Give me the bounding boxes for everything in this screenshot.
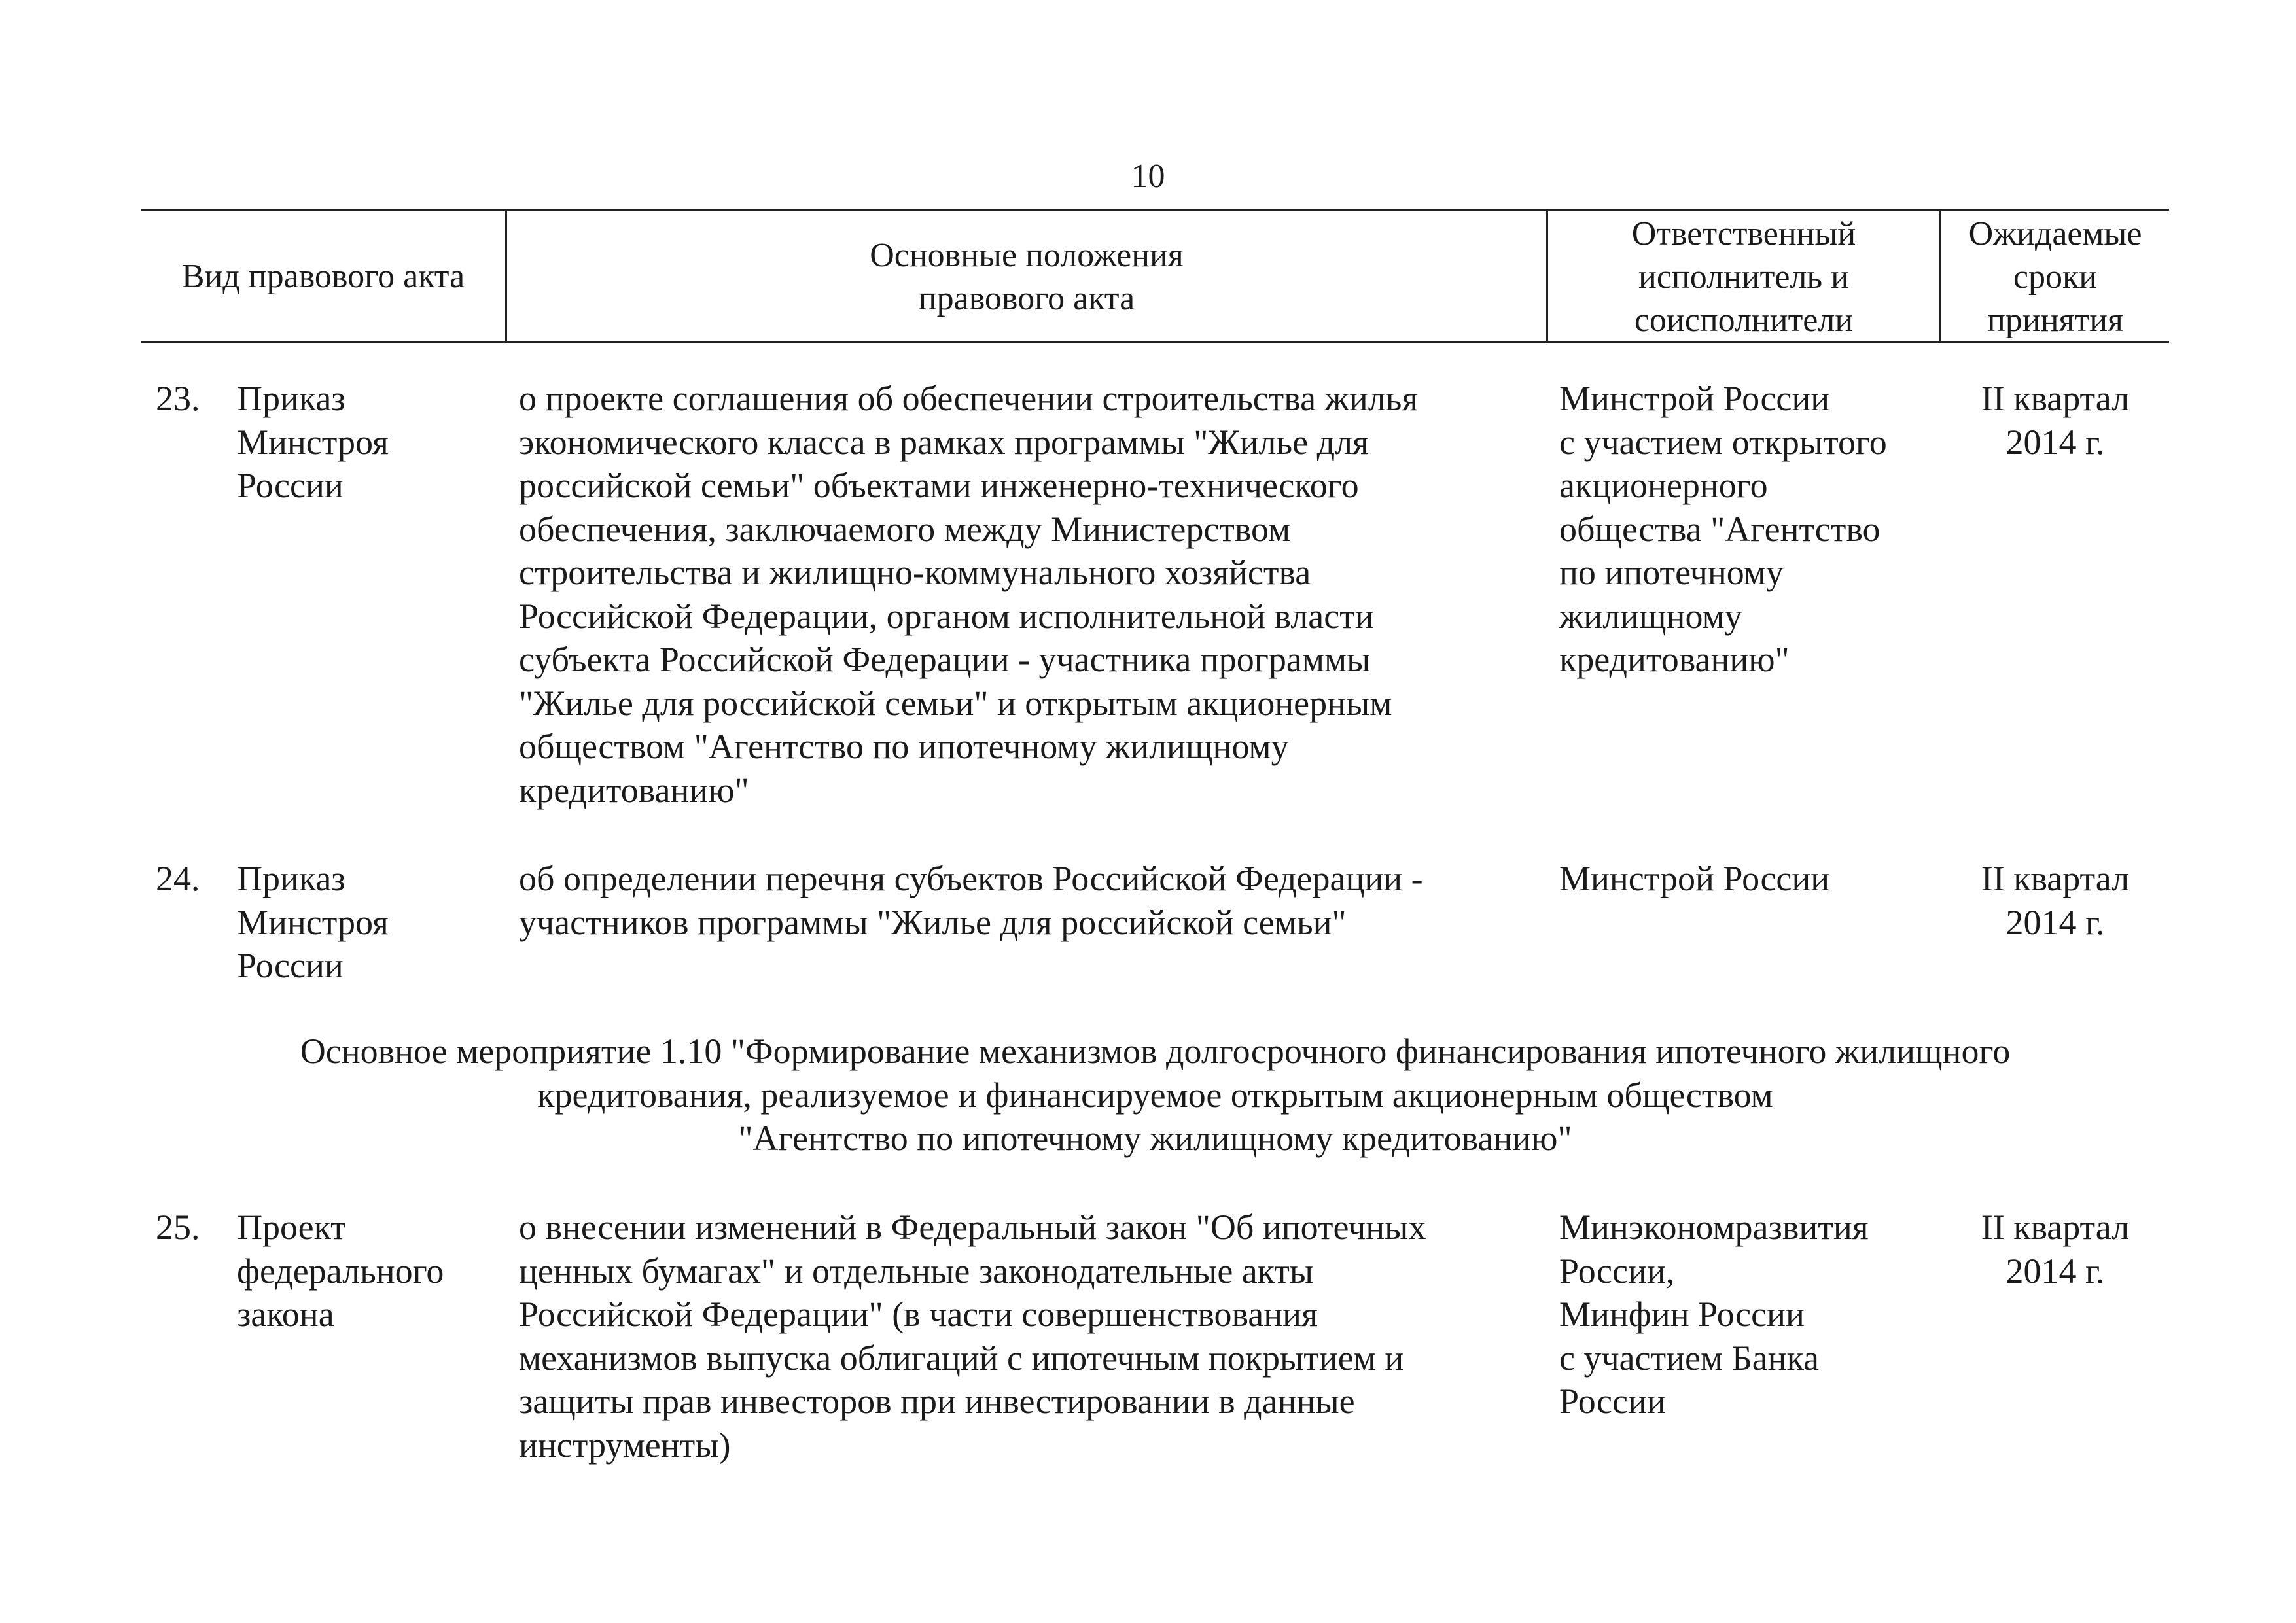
- row-25-provisions: о внесении изменений в Федеральный закон "Об ипотечных ценных бумагах" и отдельные законодательные акты Российской Федерации" (в части совершенствования механизмов выпуска облигаций с ипотечным покрытием и защиты прав инвесторов при инвестировании в данные инструменты): [519, 1208, 1426, 1465]
- row-24-deadline: II квартал 2014 г.: [1981, 859, 2130, 942]
- header-top-rule: [141, 209, 2169, 211]
- row-24-provisions: об определении перечня субъектов Российской Федерации - участников программы "Жилье для российской семьи": [519, 859, 1423, 942]
- section-heading: Основное мероприятие 1.10 "Формирование механизмов долгосрочного финансирования ипотечного жилищного кредитования, реализуемое и финансируемое открытым акционерным обществом "Агентство по ипотечному жилищному кредитованию": [300, 1032, 2011, 1158]
- row-25-deadline: II квартал 2014 г.: [1981, 1208, 2130, 1291]
- row-24-responsible: Минстрой России: [1559, 859, 1830, 898]
- header-main-provisions: Основные положения правового акта: [870, 237, 1184, 317]
- row-24-type: Приказ Минстроя России: [237, 859, 389, 985]
- row-23-number: 23.: [156, 379, 200, 418]
- header-deadline: Ожидаемые сроки принятия: [1968, 215, 2142, 339]
- header-responsible: Ответственный исполнитель и соисполнители: [1631, 215, 1856, 339]
- row-24-number: 24.: [156, 859, 200, 898]
- header-type-of-act: Вид правового акта: [181, 258, 465, 295]
- row-23-type: Приказ Минстроя России: [237, 379, 389, 505]
- row-23-provisions: о проекте соглашения об обеспечении строительства жилья экономического класса в рамках программы "Жилье для российской семьи" объектами инженерно-технического обеспечения, заключаемого между Министерством строительства и жилищно-коммунального хозяйства Российской Федерации, органом исполнительной власти субъекта Российской Федерации - участника программы "Жилье для российской семьи" и открытым акционерным обществом "Агентство по ипотечному жилищному кредитованию": [519, 379, 1419, 810]
- page-number: 10: [1131, 158, 1165, 195]
- row-23-deadline: II квартал 2014 г.: [1981, 379, 2130, 462]
- row-23-responsible: Минстрой России с участием открытого акционерного общества "Агентство по ипотечному жилищному кредитованию": [1559, 379, 1887, 679]
- row-25-responsible: Минэкономразвития России, Минфин России с участием Банка России: [1559, 1208, 1869, 1421]
- row-25-type: Проект федерального закона: [237, 1208, 444, 1334]
- row-25-number: 25.: [156, 1208, 200, 1247]
